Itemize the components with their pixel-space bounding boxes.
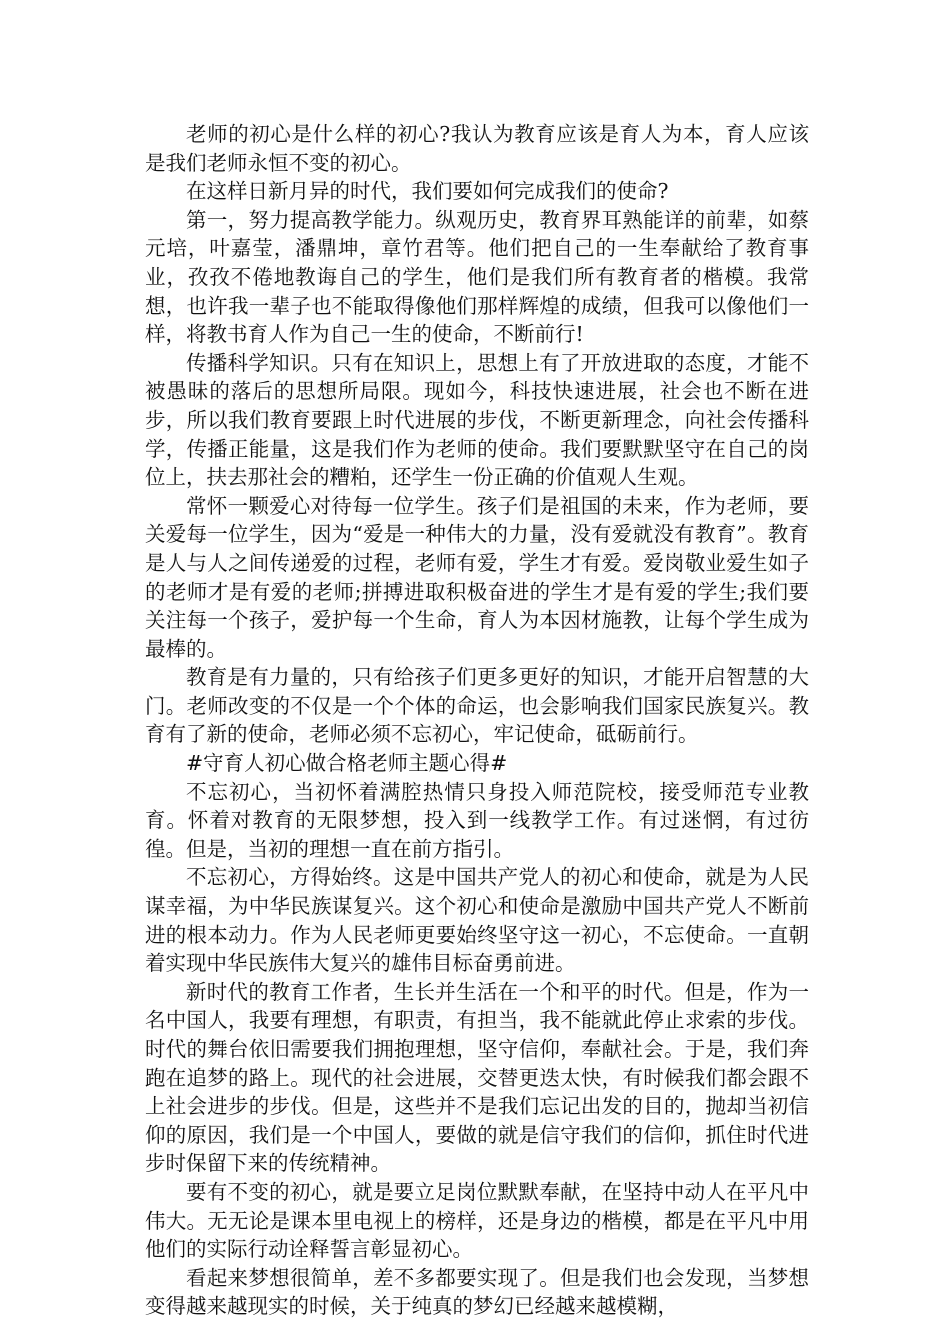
paragraph: 新时代的教育工作者，生长并生活在一个和平的时代。但是，作为一名中国人，我要有理想，有职责，有担当，我不能就此停止求索的步伐。时代的舞台依旧需要我们拥抱理想，坚守信仰，奉献社会。于是，我们奔跑在追梦的路上。现代的社会进展，交替更迭太快，有时候我们都会跟不上社会进步的步伐。但是，这些并不是我们忘记出发的目的，抛却当初信仰的原因，我们是一个中国人，要做的就是信守我们的信仰，抓住时代进步时保留下来的传统精神。 (145, 979, 809, 1176)
paragraph: 不忘初心，方得始终。这是中国共产党人的初心和使命，就是为人民谋幸福，为中华民族谋复兴。这个初心和使命是激励中国共产党人不断前进的根本动力。作为人民老师更要始终坚守这一初心，不忘使命。一直朝着实现中华民族伟大复兴的雄伟目标奋勇前进。 (145, 865, 809, 976)
paragraph: 老师的初心是什么样的初心?我认为教育应该是育人为本，育人应该是我们老师永恒不变的初心。 (145, 122, 809, 175)
paragraph: 教育是有力量的，只有给孩子们更多更好的知识，才能开启智慧的大门。老师改变的不仅是一个个体的命运，也会影响我们国家民族复兴。教育有了新的使命，老师必须不忘初心，牢记使命，砥砺前行。 (145, 665, 809, 747)
document-page (145, 120, 809, 1321)
paragraph: 看起来梦想很简单，差不多都要实现了。但是我们也会发现，当梦想变得越来越现实的时候，关于纯真的梦幻已经越来越模糊， (145, 1265, 809, 1319)
paragraph: 要有不变的初心，就是要立足岗位默默奉献，在坚持中动人在平凡中伟大。无无论是课本里电视上的榜样，还是身边的楷模，都是在平凡中用他们的实际行动诠释誓言彰显初心。 (145, 1179, 809, 1262)
paragraph: 不忘初心，当初怀着满腔热情只身投入师范院校，接受师范专业教育。怀着对教育的无限梦想，投入到一线教学工作。有过迷惘，有过彷徨。但是，当初的理想一直在前方指引。 (145, 779, 809, 861)
section-heading: #守育人初心做合格老师主题心得# (186, 751, 508, 776)
paragraph: 第一，努力提高教学能力。纵观历史，教育界耳熟能详的前辈，如蔡元培，叶嘉莹，潘鼎坤，章竹君等。他们把自己的一生奉献给了教育事业，孜孜不倦地教诲自己的学生，他们是我们所有教育者的楷模。我常想，也许我一辈子也不能取得像他们那样辉煌的成绩，但我可以像他们一样，将教书育人作为自己一生的使命，不断前行! (145, 207, 809, 347)
paragraph: 常怀一颗爱心对待每一位学生。孩子们是祖国的未来，作为老师，要关爱每一位学生，因为“爱是一种伟大的力量，没有爱就没有教育”。教育是人与人之间传递爱的过程，老师有爱，学生才有爱。爱岗敬业爱生如子的老师才是有爱的老师;拼搏进取积极奋进的学生才是有爱的学生;我们要关注每一个孩子，爱护每一个生命，育人为本因材施教，让每个学生成为最棒的。 (145, 493, 809, 661)
paragraph: 在这样日新月异的时代，我们要如何完成我们的使命? (186, 179, 669, 204)
paragraph: 传播科学知识。只有在知识上，思想上有了开放进取的态度，才能不被愚昧的落后的思想所局限。现如今，科技快速进展，社会也不断在进步，所以我们教育要跟上时代进展的步伐，不断更新理念，向社会传播科学，传播正能量，这是我们作为老师的使命。我们要默默坚守在自己的岗位上，扶去那社会的糟粕，还学生一份正确的价值观人生观。 (145, 350, 809, 490)
